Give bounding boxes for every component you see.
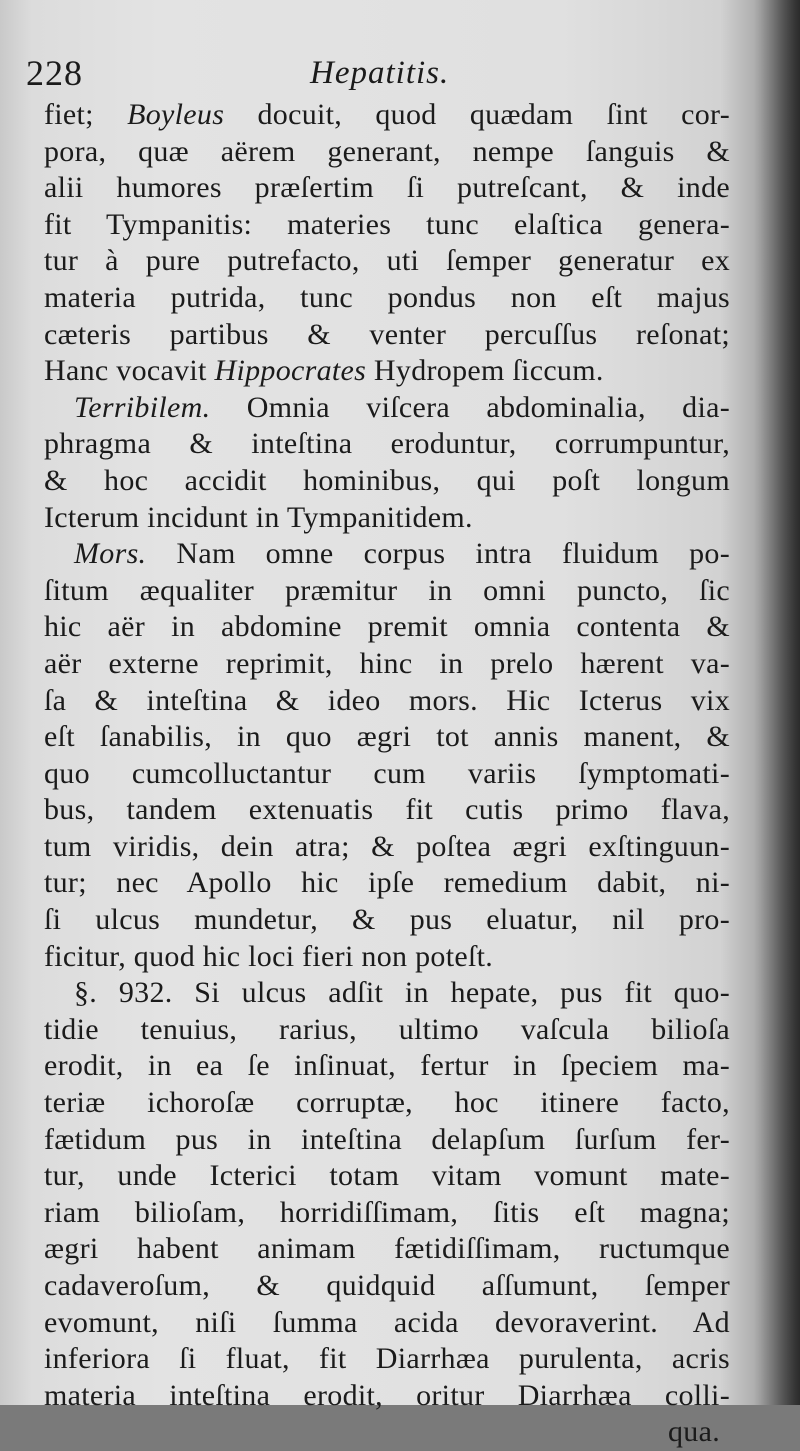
text-line	[44, 1085, 730, 1122]
text-line	[44, 1378, 730, 1415]
text-segment: ſi ulcus mundetur, & pus eluatur, nil pro-	[44, 903, 730, 937]
text-line	[44, 975, 730, 1012]
text-line	[44, 1048, 730, 1085]
text-segment: tidie tenuius, rarius, ultimo vaſcula bilioſa	[44, 1012, 730, 1046]
text-segment: inferiora ſi fluat, fit Diarrhæa purulenta, acris	[44, 1342, 730, 1376]
text-line	[44, 1414, 730, 1451]
text-segment: fætidum pus in inteſtina delapſum ſurſum fer-	[44, 1122, 730, 1156]
text-segment: Hanc vocavit	[44, 354, 215, 388]
text-line	[44, 1158, 730, 1195]
text-segment: ſitum æqualiter præmitur in omni puncto, ſic	[44, 573, 730, 607]
italic-text: Boyleus	[127, 98, 225, 131]
text-segment: cadaveroſum, & quidquid aſſumunt, ſemper	[44, 1269, 730, 1302]
text-segment: qua.	[667, 1415, 720, 1449]
text-segment: fit Tympanitis: materies tunc elaſtica genera-	[44, 207, 730, 241]
text-segment: alii humores præſertim ſi putreſcant, & inde	[44, 171, 730, 205]
text-line	[44, 463, 730, 500]
text-line	[44, 353, 730, 390]
text-segment: docuit, quod quædam ſint cor-	[224, 98, 730, 131]
text-segment: phragma & inteſtina eroduntur, corrumpuntur,	[44, 427, 730, 461]
text-segment: materia inteſtina erodit, oritur Diarrhæa colli-	[44, 1378, 730, 1412]
text-line	[44, 280, 730, 317]
text-line	[44, 1305, 730, 1342]
text-segment: teriæ ichoroſæ corruptæ, hoc itinere facto,	[44, 1086, 730, 1120]
text-line	[44, 829, 730, 866]
text-segment: ſa & inteſtina & ideo mors. Hic Icterus vix	[44, 683, 730, 717]
text-segment: riam bilioſam, horridiſſimam, ſitis eſt magna;	[44, 1195, 730, 1229]
text-segment: tur à pure putrefacto, uti ſemper generatur ex	[44, 244, 730, 278]
text-line	[44, 1122, 730, 1159]
text-line	[44, 536, 730, 573]
text-line	[44, 792, 730, 829]
text-line	[44, 426, 730, 463]
body-text	[44, 97, 730, 1451]
text-line	[44, 865, 730, 902]
text-line	[44, 243, 730, 280]
text-segment: pora, quæ aërem generant, nempe ſanguis &	[44, 134, 730, 168]
text-line	[44, 683, 730, 720]
text-segment: Omnia viſcera abdominalia, dia-	[210, 390, 730, 424]
text-segment: tur; nec Apollo hic ipſe remedium dabit, ni-	[44, 866, 730, 900]
text-segment: ægri habent animam fætidiſſimam, ructumque	[44, 1232, 730, 1266]
text-line	[44, 390, 730, 427]
text-line	[44, 97, 730, 134]
text-line	[44, 719, 730, 756]
text-line	[44, 500, 730, 537]
text-segment: §. 932. Si ulcus adſit in hepate, pus fit quo-	[74, 976, 730, 1010]
text-segment: tum viridis, dein atra; & poſtea ægri exſtinguun-	[44, 829, 730, 863]
running-head: Hepatitis.	[310, 55, 450, 91]
page-number: 228	[26, 53, 83, 93]
text-segment: Icterum incidunt in Tympanitidem.	[44, 500, 473, 534]
text-segment: Nam omne corpus intra fluidum po-	[146, 537, 730, 571]
text-segment: aër externe reprimit, hinc in prelo hærent va-	[44, 646, 730, 680]
text-segment: cæteris partibus & venter percuſſus reſonat;	[44, 317, 730, 351]
italic-text: Terribilem.	[74, 390, 211, 424]
page-header	[26, 48, 766, 98]
text-segment: evomunt, niſi ſumma acida devoraverint. Ad	[44, 1305, 730, 1339]
text-segment: tur, unde Icterici totam vitam vomunt mate-	[44, 1159, 730, 1193]
text-segment: bus, tandem extenuatis fit cutis primo flava,	[44, 793, 730, 827]
text-line	[44, 317, 730, 354]
text-line	[44, 1231, 730, 1268]
text-segment: & hoc accidit hominibus, qui poſt longum	[44, 463, 730, 497]
text-line	[44, 573, 730, 610]
text-line	[44, 134, 730, 171]
text-line	[44, 170, 730, 207]
text-line	[44, 609, 730, 646]
text-segment: hic aër in abdomine premit omnia contenta &	[44, 610, 730, 644]
text-line	[44, 939, 730, 976]
text-segment: fiet;	[44, 98, 128, 131]
text-segment: erodit, in ea ſe inſinuat, fertur in ſpeciem ma-	[44, 1049, 730, 1083]
text-line	[44, 1195, 730, 1232]
text-line	[44, 902, 730, 939]
text-segment: ficitur, quod hic loci fieri non poteſt.	[44, 939, 494, 973]
text-segment: materia putrida, tunc pondus non eſt majus	[44, 280, 730, 314]
text-segment: quo cumcolluctantur cum variis ſymptomati-	[44, 756, 730, 790]
text-line	[44, 1268, 730, 1305]
italic-text: Hippocrates	[214, 354, 367, 388]
text-segment: Hydropem ſiccum.	[366, 354, 604, 388]
page-gutter-shadow	[754, 0, 800, 1405]
text-line	[44, 207, 730, 244]
text-segment: eſt ſanabilis, in quo ægri tot annis manent, &	[44, 720, 730, 754]
text-line	[44, 1012, 730, 1049]
italic-text: Mors.	[74, 537, 147, 571]
text-line	[44, 1341, 730, 1378]
text-line	[44, 646, 730, 683]
text-line	[44, 756, 730, 793]
